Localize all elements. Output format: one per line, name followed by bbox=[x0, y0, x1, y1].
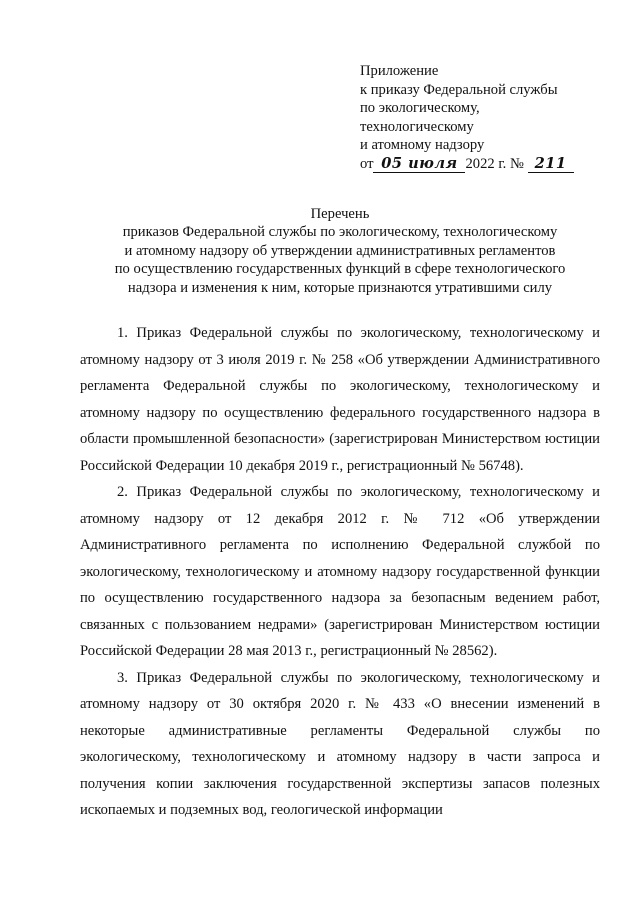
year-number-label: 2022 г. № bbox=[465, 155, 524, 172]
appendix-line: к приказу Федеральной службы bbox=[360, 81, 558, 98]
title-line: по осуществлению государственных функций в сфере технологического bbox=[114, 261, 566, 278]
list-item: 1. Приказ Федеральной службы по экологическому, технологическому и атомному надзору от 3 июля 2019 г. № 258 «Об утверждении Административного регламента Федеральной службы по экологическому, технологическому и атомному надзору по осуществлению федерального государственного надзора в области промышленной безопасности» (зарегистрирован Министерством юстиции Российской Федерации 10 декабря 2019 г., регистрационный № 56748). bbox=[80, 325, 600, 474]
appendix-line: технологическому bbox=[360, 118, 474, 135]
date-prefix: от bbox=[360, 155, 374, 172]
title-line: и атомному надзору об утверждении административных регламентов bbox=[124, 242, 556, 259]
appendix-line: по экологическому, bbox=[360, 100, 480, 117]
appendix-header bbox=[360, 62, 610, 174]
list-item: 2. Приказ Федеральной службы по экологическому, технологическому и атомному надзору от 12 декабря 2012 г. № 712 «Об утверждении Административного регламента по исполнению Федеральной службой по экологическому, технологическому и атомному надзору государственной функции по осуществлению государственного надзора за безопасным ведением работ, связанных с пользованием недрами» (зарегистрирован Министерством юстиции Российской Федерации 28 мая 2013 г., регистрационный № 28562). bbox=[80, 484, 600, 659]
appendix-line: и атомному надзору bbox=[360, 137, 485, 154]
document-body bbox=[80, 320, 600, 824]
title-heading: Перечень bbox=[310, 206, 370, 222]
title-line: приказов Федеральной службы по экологическому, технологическому bbox=[122, 224, 558, 241]
handwritten-order-number: 211 bbox=[528, 156, 574, 173]
handwritten-date: 05 июля bbox=[373, 156, 465, 173]
list-item: 3. Приказ Федеральной службы по экологическому, технологическому и атомному надзору от 30 октября 2020 г. № 433 «О внесении изменений в некоторые административные регламенты Федеральной службы по экологическому, технологическому и атомному надзору в части запроса и получения копии заключения государственной экспертизы запасов полезных ископаемых и подземных вод, геологической информации bbox=[80, 669, 600, 818]
document-title bbox=[80, 205, 600, 297]
appendix-line: Приложение bbox=[360, 63, 439, 79]
order-date-line bbox=[360, 155, 610, 174]
title-line: надзора и изменения к ним, которые признаются утратившими силу bbox=[127, 279, 553, 296]
